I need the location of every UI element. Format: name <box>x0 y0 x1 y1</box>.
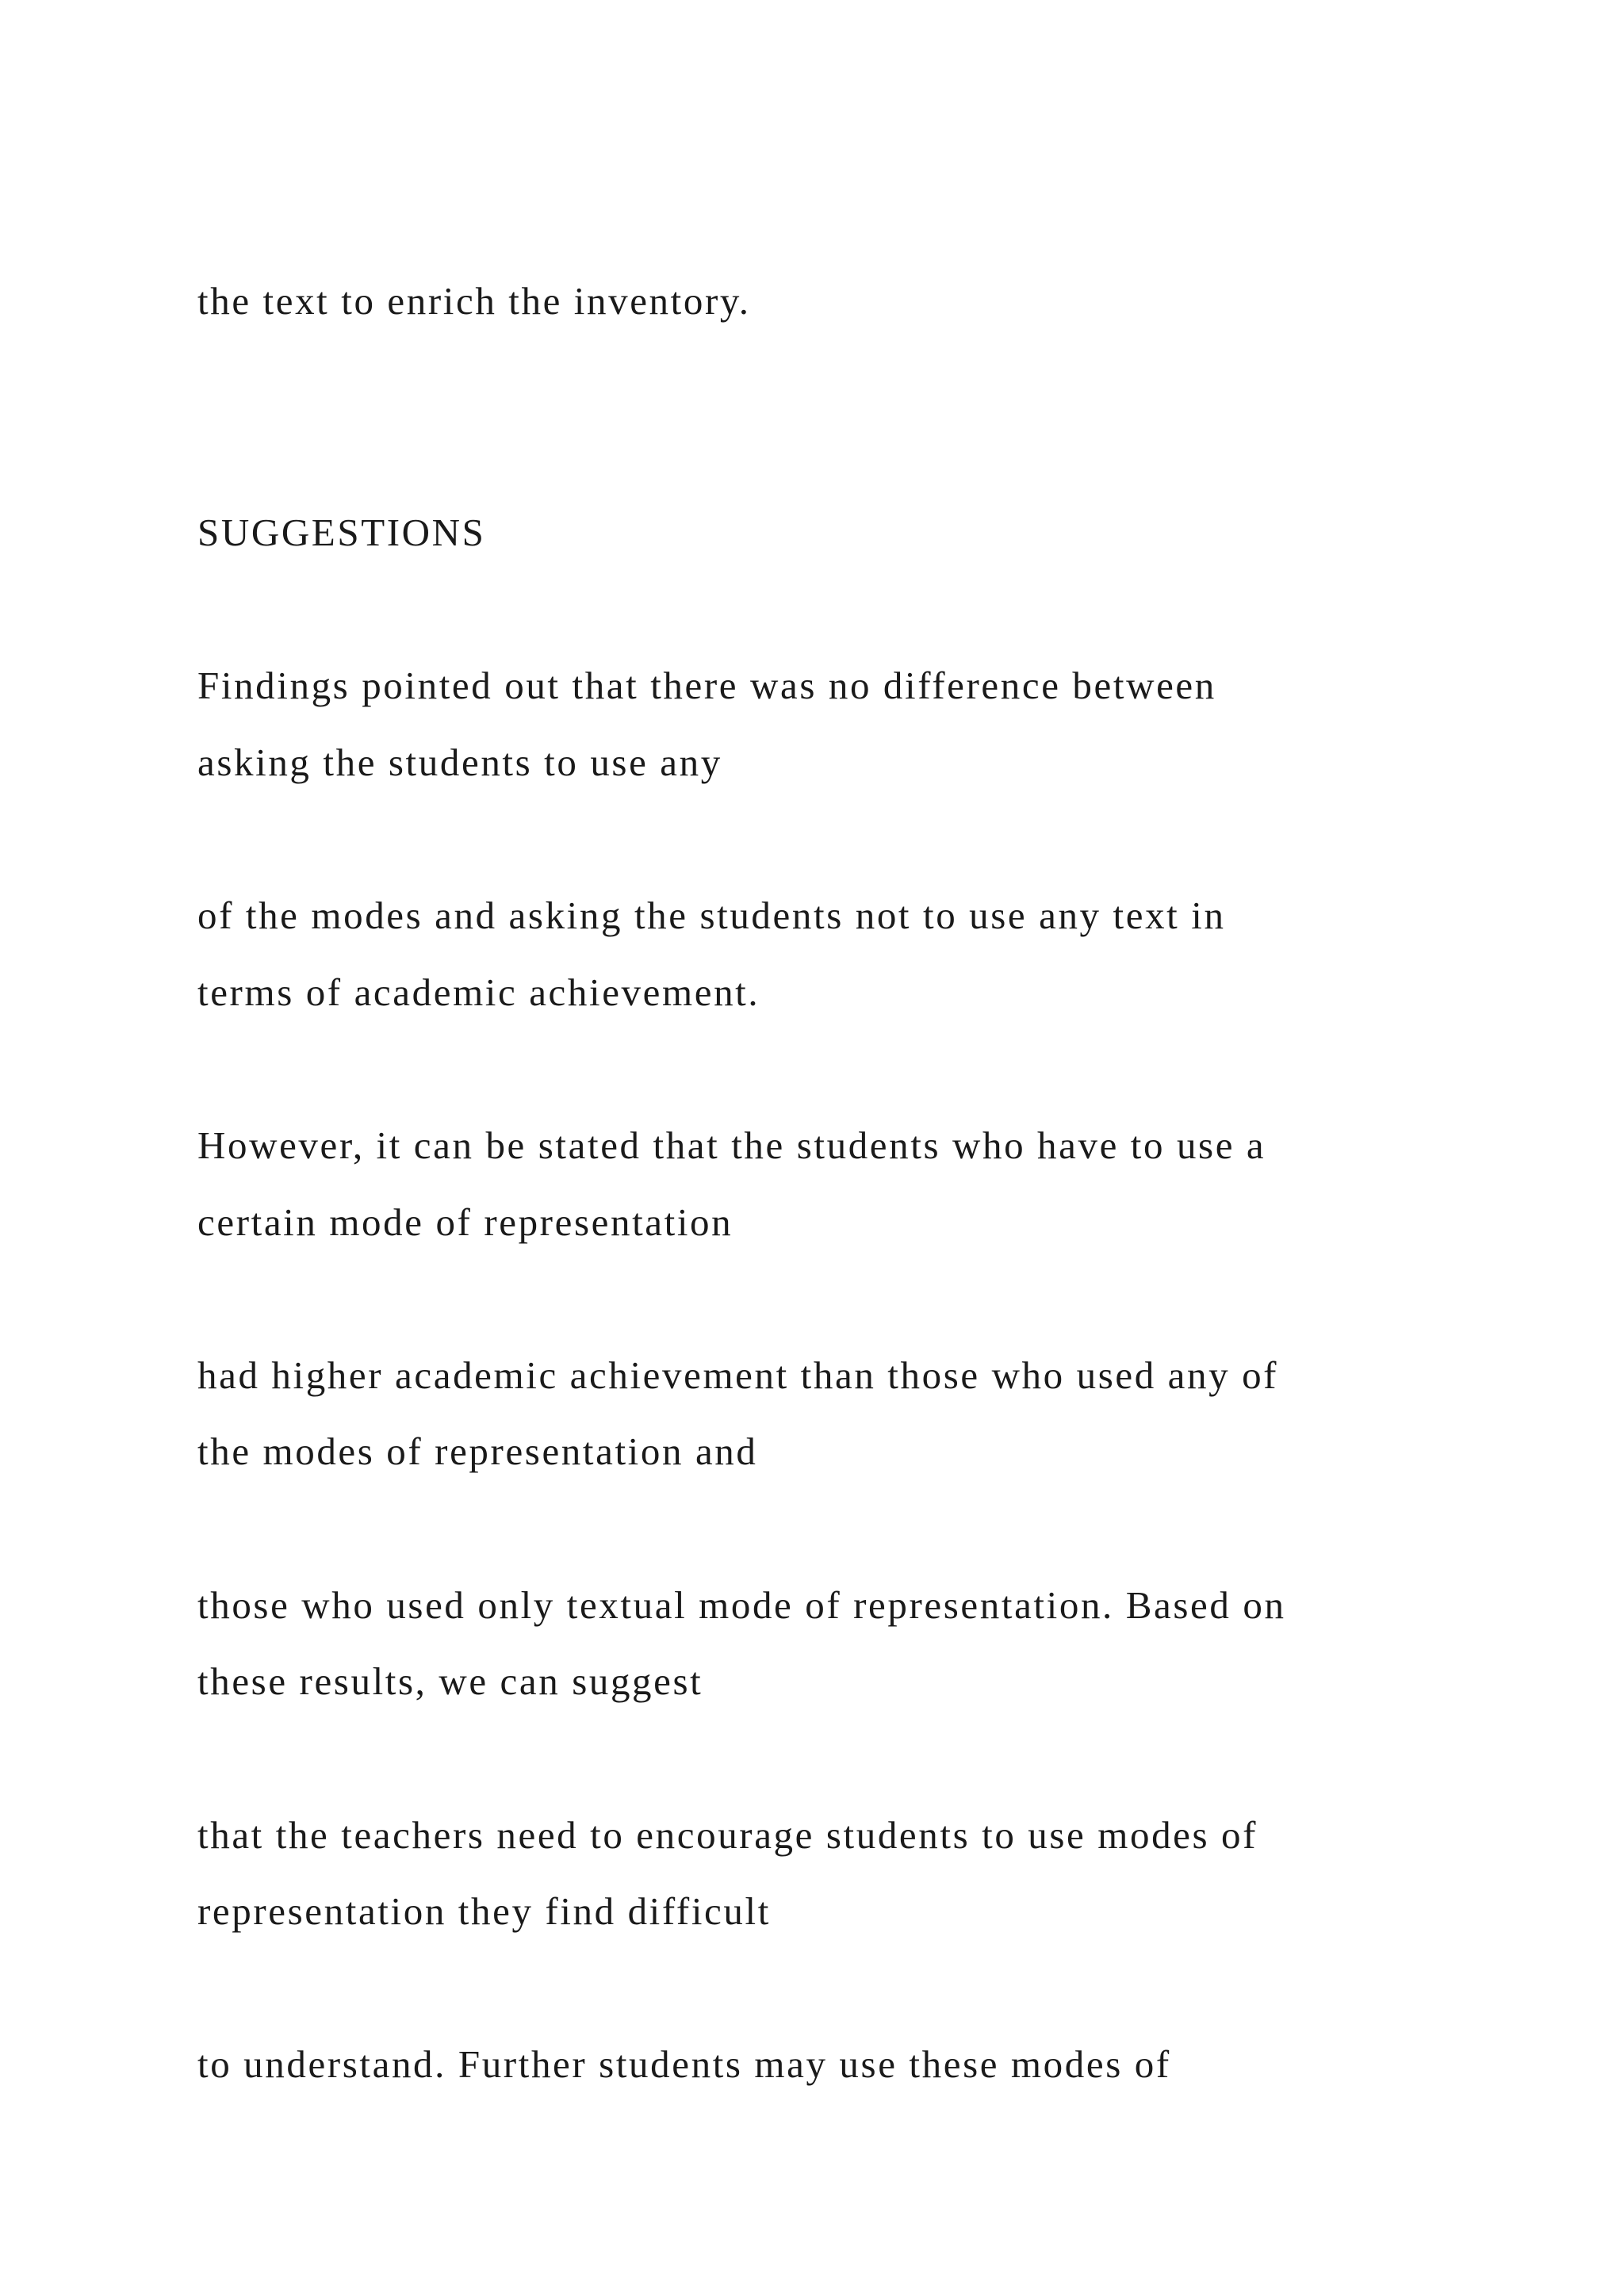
paragraph-line: had higher academic achievement than those who used any of <box>197 1353 1279 1397</box>
paragraph-line: the modes of representation and <box>197 1429 758 1473</box>
paragraph-line: these results, we can suggest <box>197 1659 703 1703</box>
paragraph-line: those who used only textual mode of representation. Based on <box>197 1583 1286 1627</box>
paragraph-line: asking the students to use any <box>197 740 722 784</box>
paragraph-line: certain mode of representation <box>197 1200 733 1244</box>
paragraph-line: representation they find difficult <box>197 1889 771 1933</box>
paragraph-line: However, it can be stated that the students who have to use a <box>197 1123 1266 1167</box>
section-heading: SUGGESTIONS <box>197 511 486 554</box>
paragraph-line: Findings pointed out that there was no difference between <box>197 664 1216 707</box>
paragraph-line: to understand. Further students may use these modes of <box>197 2042 1171 2086</box>
continuation-text: the text to enrich the inventory. <box>197 279 751 323</box>
paragraph-line: terms of academic achievement. <box>197 970 760 1014</box>
paragraph-line: of the modes and asking the students not to use any text in <box>197 894 1226 937</box>
paragraph-line: that the teachers need to encourage students to use modes of <box>197 1813 1258 1857</box>
